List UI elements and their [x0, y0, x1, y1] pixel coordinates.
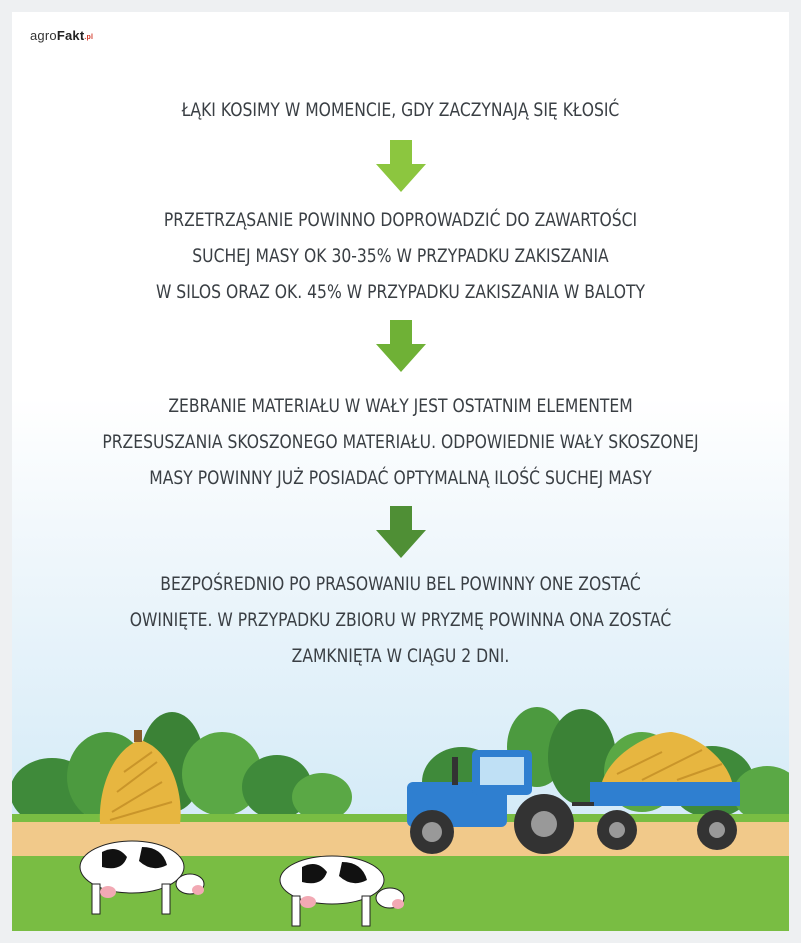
farm-scene-illustration — [12, 702, 789, 931]
arrow-1-shape — [376, 140, 426, 192]
step-1-text: ŁĄKI KOSIMY W MOMENCIE, GDY ZACZYNAJĄ SIĘ KŁOSIĆ — [181, 99, 620, 121]
agrofakt-logo[interactable]: agroFakt.pl — [30, 28, 94, 43]
arrow-2-shape — [376, 320, 426, 372]
step-2-text: PRZETRZĄSANIE POWINNO DOPROWADZIĆ DO ZAWARTOŚCI SUCHEJ MASY OK 30-35% W PRZYPADKU ZAKISZANIA W SILOS ORAZ OK. 45% W PRZYPADKU ZAKISZANIA W BALOTY — [155, 209, 646, 303]
step-4-text: BEZPOŚREDNIO PO PRASOWANIU BEL POWINNY ONE ZOSTAĆ OWINIĘTE. W PRZYPADKU ZBIORU W PRYZMĘ POWINNA ONA ZOSTAĆ ZAMKNIĘTA W CIĄGU 2 DNI. — [129, 573, 672, 667]
down-arrow-icon — [376, 140, 426, 192]
down-arrow-icon — [376, 506, 426, 558]
infographic-card — [12, 12, 789, 931]
arrow-3-shape — [376, 506, 426, 558]
step-3-text: ZEBRANIE MATERIAŁU W WAŁY JEST OSTATNIM ELEMENTEM PRZESUSZANIA SKOSZONEGO MATERIAŁU. ODPOWIEDNIE WAŁY SKOSZONEJ MASY POWINNY JUŻ POSIADAĆ OPTYMALNĄ ILOŚĆ SUCHEJ MASY — [102, 395, 699, 489]
down-arrow-icon — [376, 320, 426, 372]
